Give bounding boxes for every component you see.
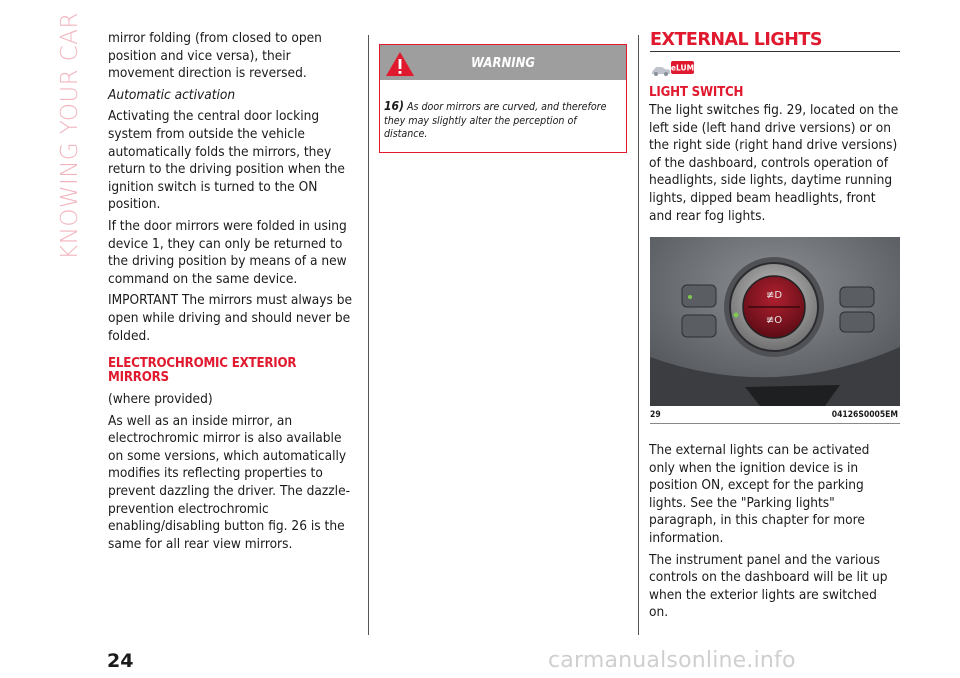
svg-text:≢O: ≢O	[765, 315, 783, 326]
page-number: 24	[107, 650, 134, 672]
paragraph: IMPORTANT The mirrors must always be open while driving and should never be folded.	[108, 292, 353, 344]
svg-text:≢D: ≢D	[765, 290, 783, 301]
paragraph: If the door mirrors were folded in using device 1, they can only be returned to the driving position by means of a new command on the same device.	[108, 217, 347, 287]
warning-box	[379, 44, 627, 153]
side-tab	[50, 12, 90, 260]
section-heading-light-switch: LIGHT SWITCH	[649, 85, 744, 100]
elum-badge-icon	[651, 60, 695, 76]
warning-text: As door mirrors are curved, and therefore they may slightly alter the perception of distance.	[384, 101, 607, 141]
warning-number: 16)	[384, 99, 404, 113]
figure-divider	[650, 423, 900, 424]
paragraph: mirror folding (from closed to open position and vice versa), their movement direction is reversed.	[108, 30, 322, 82]
figure-code: 04126S0005EM	[831, 410, 898, 420]
paragraph: (where provided)	[108, 391, 213, 408]
warning-body	[380, 80, 626, 142]
figure-light-switch-photo	[650, 237, 900, 406]
elum-badge-label: eLUM	[670, 63, 695, 73]
figure-number: 29	[650, 410, 661, 420]
paragraph: The external lights can be activated only when the ignition device is in position ON, except for the parking lights. See the "Parking lights" paragraph, in this chapter for more information.	[649, 442, 870, 546]
section-heading-electrochromic: ELECTROCHROMIC EXTERIOR MIRRORS	[108, 356, 297, 386]
paragraph: Activating the central door locking system from outside the vehicle automatically folds the mirrors, they return to the driving position when the ignition switch is turned to the ON position.	[108, 108, 345, 213]
paragraph: The light switches fig. 29, located on the left side (left hand drive versions) or on the right side (right hand drive versions) of the dashboard, controls operation of headlights, side lights, daytime running lights, dipped beam headlights, front and rear fog lights.	[649, 102, 899, 224]
light-switch-illustration	[650, 237, 900, 406]
column-right-lower	[649, 442, 899, 626]
figure-caption	[650, 410, 900, 420]
column-divider-left	[368, 35, 369, 635]
column-divider-right	[638, 35, 639, 635]
warning-header	[380, 45, 626, 80]
column-right	[649, 86, 899, 229]
column-left	[108, 30, 356, 557]
section-title-external-lights: EXTERNAL LIGHTS	[650, 30, 900, 52]
paragraph-italic-subhead: Automatic activation	[108, 86, 236, 103]
watermark: carmanualsonline.info	[548, 648, 796, 673]
side-tab-label: KNOWING YOUR CAR	[57, 12, 83, 260]
paragraph: The instrument panel and the various controls on the dashboard will be lit up when the exterior lights are switched on.	[649, 551, 888, 621]
paragraph: As well as an inside mirror, an electrochromic mirror is also available on some versions, which automatically modifies its reflecting properties to prevent dazzling the driver. The dazzle-prevention electrochromic enabling/disabling button fig. 26 is the same for all rear view mirrors.	[108, 412, 351, 552]
warning-title: WARNING	[470, 56, 536, 71]
